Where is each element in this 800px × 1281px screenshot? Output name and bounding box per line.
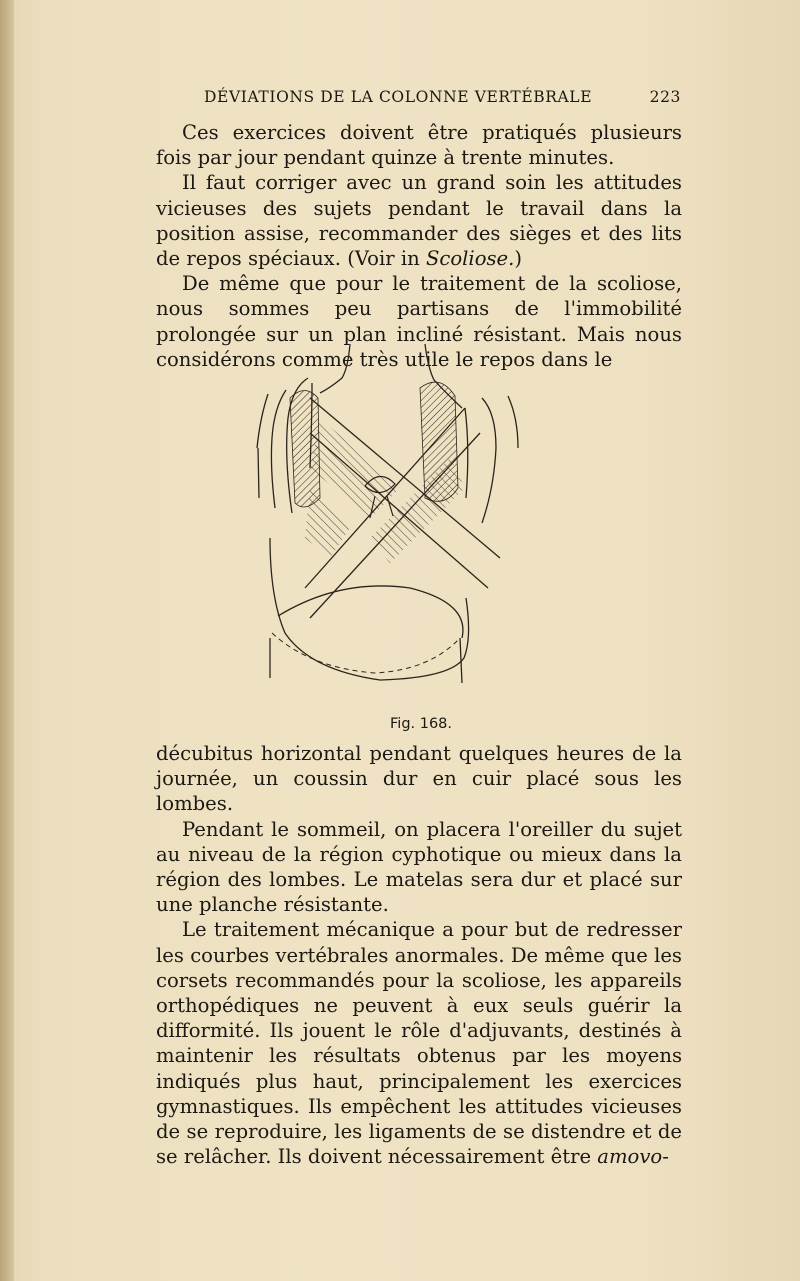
text-block-bottom: [156, 741, 682, 1169]
paragraph: [156, 170, 682, 271]
orthopedic-brace-illustration: [250, 338, 550, 710]
paragraph-text: Le traitement mécanique a pour but de redresser les courbes vertébrales anormales. De même que les corsets recommandés pour la scoliose, les appareils orthopédiques ne peuvent à eux seuls guérir la difformité. Ils jouent le rôle d'adjuvants, destinés à maintenir les résultats obtenus par les moyens indiqués plus haut, principalement les exercices gymnastiques. Ils empêchent les attitudes vicieuses de se reproduire, les ligaments de se distendre et de se relâcher. Ils doivent nécessairement être: [156, 918, 682, 1169]
running-header: [176, 88, 681, 110]
paragraph: Pendant le sommeil, on placera l'oreiller du sujet au niveau de la région cyphotique ou mieux dans la région des lombes. Le matelas sera dur et placé sur une planche résistante.: [156, 817, 682, 917]
paragraph: [156, 917, 682, 1169]
italic-word: amovo-: [597, 1145, 669, 1169]
page-spine-shadow: [0, 0, 14, 1281]
figure-caption: Fig. 168.: [390, 716, 453, 732]
page-number: 223: [649, 88, 681, 106]
paragraph: De même que pour le traitement de la scoliose, nous sommes peu partisans de l'immobilité prolongée sur un plan incliné résistant. Mais nous considérons comme très utile le repos dans le: [156, 272, 682, 371]
running-title: DÉVIATIONS DE LA COLONNE VERTÉBRALE: [204, 88, 593, 106]
italic-reference: Scoliose.: [425, 247, 515, 271]
paragraph-text: Il faut corriger avec un grand soin les attitudes vicieuses des sujets pendant le travail dans la position assise, recommander des sièges et des lits de repos spéciaux. (Voir in: [156, 171, 682, 271]
paragraph: décubitus horizontal pendant quelques heures de la journée, un coussin dur en cuir placé sous les lombes.: [156, 742, 682, 816]
text-block-top: [156, 120, 682, 372]
paragraph-text-end: ): [514, 247, 523, 271]
paragraph: Ces exercices doivent être pratiqués plusieurs fois par jour pendant quinze à trente minutes.: [156, 121, 682, 170]
